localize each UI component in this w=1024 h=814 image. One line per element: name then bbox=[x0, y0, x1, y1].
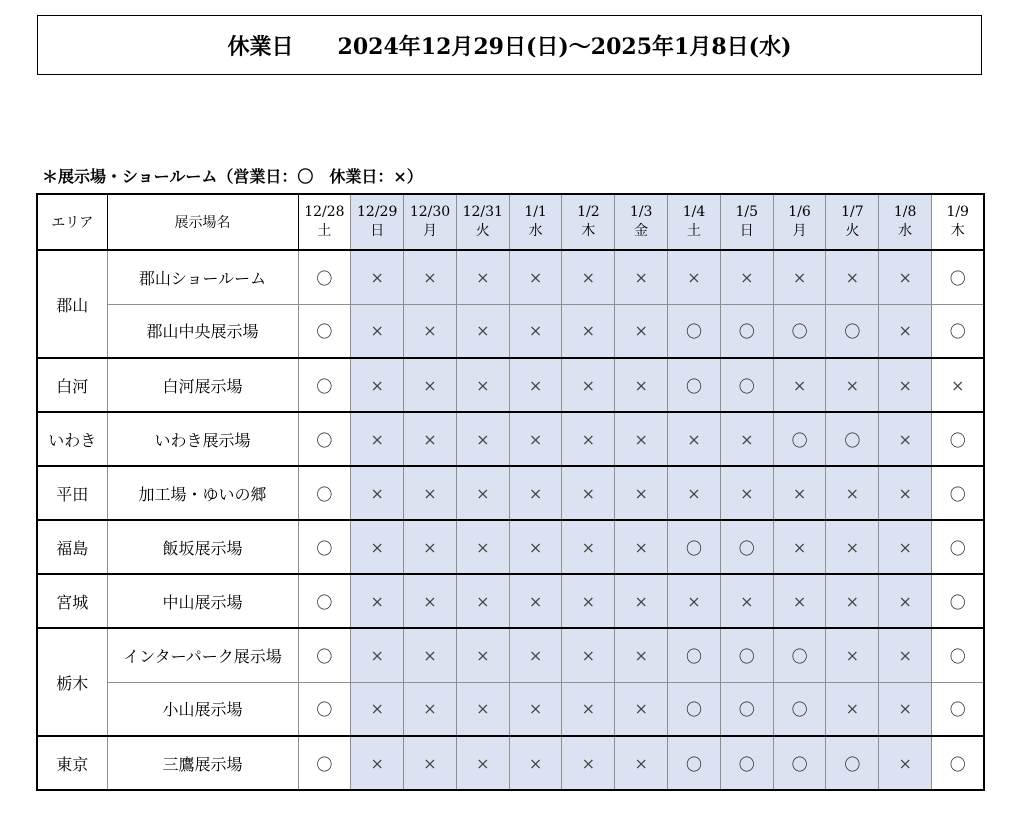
status-closed-cell: × bbox=[615, 412, 668, 466]
location-name-cell: 飯坂展示場 bbox=[107, 520, 298, 574]
status-closed-cell: × bbox=[562, 250, 615, 304]
status-closed-cell: × bbox=[456, 250, 509, 304]
header-area: エリア bbox=[37, 194, 107, 250]
status-closed-cell: × bbox=[562, 682, 615, 736]
closure-title-label: 休業日 bbox=[227, 33, 294, 60]
table-row bbox=[37, 466, 984, 520]
status-closed-cell: × bbox=[351, 520, 404, 574]
header-date-10 bbox=[826, 194, 879, 250]
status-closed-cell: × bbox=[879, 466, 932, 520]
status-closed-cell: × bbox=[932, 358, 985, 412]
legend-subtitle: ＊展示場・ショールーム（営業日：〇 休業日：×） bbox=[42, 167, 423, 186]
status-open-cell: 〇 bbox=[932, 736, 985, 790]
status-closed-cell: × bbox=[351, 304, 404, 358]
status-closed-cell: × bbox=[615, 250, 668, 304]
header-weekday-label: 日 bbox=[370, 222, 385, 239]
status-closed-cell: × bbox=[826, 520, 879, 574]
status-closed-cell: × bbox=[509, 412, 562, 466]
status-closed-cell: × bbox=[720, 466, 773, 520]
status-closed-cell: × bbox=[404, 574, 457, 628]
status-closed-cell: × bbox=[879, 574, 932, 628]
status-closed-cell: × bbox=[562, 574, 615, 628]
status-open-cell: 〇 bbox=[298, 304, 351, 358]
area-cell: 栃木 bbox=[37, 628, 107, 736]
location-name-cell: インターパーク展示場 bbox=[107, 628, 298, 682]
status-closed-cell: × bbox=[668, 574, 721, 628]
status-closed-cell: × bbox=[456, 628, 509, 682]
status-open-cell: 〇 bbox=[932, 574, 985, 628]
status-closed-cell: × bbox=[404, 682, 457, 736]
header-date-5 bbox=[562, 194, 615, 250]
status-closed-cell: × bbox=[615, 304, 668, 358]
table-row bbox=[37, 520, 984, 574]
status-open-cell: 〇 bbox=[298, 682, 351, 736]
status-open-cell: 〇 bbox=[668, 682, 721, 736]
header-date-label: 12/30 bbox=[409, 204, 451, 221]
status-closed-cell: × bbox=[773, 250, 826, 304]
status-closed-cell: × bbox=[404, 520, 457, 574]
status-closed-cell: × bbox=[668, 466, 721, 520]
status-open-cell: 〇 bbox=[932, 304, 985, 358]
location-name-cell: 郡山中央展示場 bbox=[107, 304, 298, 358]
status-closed-cell: × bbox=[404, 736, 457, 790]
header-date-7 bbox=[668, 194, 721, 250]
status-open-cell: 〇 bbox=[826, 412, 879, 466]
status-open-cell: 〇 bbox=[298, 358, 351, 412]
header-date-3 bbox=[456, 194, 509, 250]
status-closed-cell: × bbox=[351, 466, 404, 520]
header-date-label: 1/9 bbox=[946, 204, 969, 221]
location-name-cell: 三鷹展示場 bbox=[107, 736, 298, 790]
status-open-cell: 〇 bbox=[298, 520, 351, 574]
status-closed-cell: × bbox=[404, 628, 457, 682]
status-open-cell: 〇 bbox=[668, 358, 721, 412]
header-date-label: 1/4 bbox=[682, 204, 706, 221]
table-row bbox=[37, 412, 984, 466]
status-closed-cell: × bbox=[562, 304, 615, 358]
status-open-cell: 〇 bbox=[720, 736, 773, 790]
table-row bbox=[37, 574, 984, 628]
header-weekday-label: 金 bbox=[634, 222, 649, 239]
status-open-cell: 〇 bbox=[720, 520, 773, 574]
status-closed-cell: × bbox=[404, 412, 457, 466]
status-closed-cell: × bbox=[615, 520, 668, 574]
header-date-label: 1/3 bbox=[629, 204, 653, 221]
status-closed-cell: × bbox=[404, 466, 457, 520]
area-cell: 福島 bbox=[37, 520, 107, 574]
area-cell: 平田 bbox=[37, 466, 107, 520]
status-open-cell: 〇 bbox=[932, 412, 985, 466]
status-closed-cell: × bbox=[562, 412, 615, 466]
status-open-cell: 〇 bbox=[773, 304, 826, 358]
header-date-9 bbox=[773, 194, 826, 250]
status-closed-cell: × bbox=[773, 574, 826, 628]
table-row bbox=[37, 358, 984, 412]
status-closed-cell: × bbox=[351, 682, 404, 736]
status-closed-cell: × bbox=[509, 520, 562, 574]
header-date-label: 12/28 bbox=[304, 204, 345, 221]
status-closed-cell: × bbox=[456, 520, 509, 574]
status-open-cell: 〇 bbox=[720, 628, 773, 682]
status-closed-cell: × bbox=[879, 304, 932, 358]
table-row bbox=[37, 682, 984, 736]
status-open-cell: 〇 bbox=[932, 466, 985, 520]
status-closed-cell: × bbox=[879, 736, 932, 790]
header-date-label: 1/2 bbox=[577, 204, 600, 221]
header-date-1 bbox=[351, 194, 404, 250]
table-row bbox=[37, 628, 984, 682]
status-closed-cell: × bbox=[456, 412, 509, 466]
status-closed-cell: × bbox=[773, 358, 826, 412]
status-open-cell: 〇 bbox=[668, 628, 721, 682]
status-closed-cell: × bbox=[509, 358, 562, 412]
status-closed-cell: × bbox=[720, 412, 773, 466]
status-closed-cell: × bbox=[879, 412, 932, 466]
status-open-cell: 〇 bbox=[932, 520, 985, 574]
status-open-cell: 〇 bbox=[298, 736, 351, 790]
area-cell: 白河 bbox=[37, 358, 107, 412]
status-closed-cell: × bbox=[826, 682, 879, 736]
status-closed-cell: × bbox=[562, 628, 615, 682]
status-closed-cell: × bbox=[562, 358, 615, 412]
status-closed-cell: × bbox=[773, 520, 826, 574]
header-weekday-label: 水 bbox=[898, 222, 913, 239]
header-date-label: 1/7 bbox=[841, 204, 864, 221]
status-closed-cell: × bbox=[456, 358, 509, 412]
location-name-cell: いわき展示場 bbox=[107, 412, 298, 466]
header-date-11 bbox=[879, 194, 932, 250]
table-row bbox=[37, 250, 984, 304]
header-date-label: 1/8 bbox=[893, 204, 917, 221]
header-date-0 bbox=[298, 194, 351, 250]
status-closed-cell: × bbox=[615, 628, 668, 682]
header-location-name: 展示場名 bbox=[107, 194, 298, 250]
status-closed-cell: × bbox=[509, 304, 562, 358]
header-weekday-label: 月 bbox=[792, 222, 807, 239]
area-cell: いわき bbox=[37, 412, 107, 466]
status-closed-cell: × bbox=[351, 736, 404, 790]
header-weekday-label: 火 bbox=[845, 222, 860, 239]
status-closed-cell: × bbox=[879, 250, 932, 304]
status-open-cell: 〇 bbox=[298, 628, 351, 682]
status-closed-cell: × bbox=[456, 466, 509, 520]
status-closed-cell: × bbox=[668, 250, 721, 304]
header-weekday-label: 木 bbox=[581, 222, 596, 239]
header-weekday-label: 土 bbox=[317, 222, 332, 239]
status-open-cell: 〇 bbox=[298, 412, 351, 466]
holiday-schedule-table bbox=[36, 193, 985, 791]
table-header-row bbox=[37, 194, 984, 250]
status-closed-cell: × bbox=[509, 736, 562, 790]
status-closed-cell: × bbox=[879, 682, 932, 736]
status-open-cell: 〇 bbox=[668, 520, 721, 574]
status-closed-cell: × bbox=[826, 574, 879, 628]
status-closed-cell: × bbox=[615, 682, 668, 736]
header-weekday-label: 火 bbox=[475, 222, 490, 239]
status-open-cell: 〇 bbox=[773, 736, 826, 790]
status-closed-cell: × bbox=[404, 358, 457, 412]
header-weekday-label: 日 bbox=[739, 222, 754, 239]
status-closed-cell: × bbox=[509, 574, 562, 628]
status-open-cell: 〇 bbox=[826, 304, 879, 358]
status-open-cell: 〇 bbox=[773, 412, 826, 466]
area-cell: 東京 bbox=[37, 736, 107, 790]
status-open-cell: 〇 bbox=[720, 304, 773, 358]
header-weekday-label: 木 bbox=[950, 222, 965, 239]
status-closed-cell: × bbox=[826, 250, 879, 304]
status-closed-cell: × bbox=[562, 520, 615, 574]
header-weekday-label: 月 bbox=[422, 222, 437, 239]
status-closed-cell: × bbox=[826, 358, 879, 412]
status-closed-cell: × bbox=[615, 574, 668, 628]
status-open-cell: 〇 bbox=[720, 358, 773, 412]
status-closed-cell: × bbox=[668, 412, 721, 466]
status-closed-cell: × bbox=[509, 628, 562, 682]
status-closed-cell: × bbox=[879, 358, 932, 412]
location-name-cell: 郡山ショールーム bbox=[107, 250, 298, 304]
table-row bbox=[37, 736, 984, 790]
header-date-label: 1/6 bbox=[788, 204, 811, 221]
status-closed-cell: × bbox=[404, 250, 457, 304]
status-open-cell: 〇 bbox=[932, 250, 985, 304]
status-closed-cell: × bbox=[509, 466, 562, 520]
status-open-cell: 〇 bbox=[668, 736, 721, 790]
status-open-cell: 〇 bbox=[298, 250, 351, 304]
status-closed-cell: × bbox=[351, 358, 404, 412]
table-body bbox=[37, 250, 984, 790]
status-open-cell: 〇 bbox=[826, 736, 879, 790]
status-open-cell: 〇 bbox=[932, 682, 985, 736]
status-closed-cell: × bbox=[351, 412, 404, 466]
header-date-label: 1/5 bbox=[735, 204, 759, 221]
header-weekday-label: 水 bbox=[528, 222, 543, 239]
area-cell: 宮城 bbox=[37, 574, 107, 628]
status-closed-cell: × bbox=[615, 466, 668, 520]
status-closed-cell: × bbox=[456, 574, 509, 628]
status-open-cell: 〇 bbox=[773, 628, 826, 682]
status-closed-cell: × bbox=[456, 304, 509, 358]
location-name-cell: 小山展示場 bbox=[107, 682, 298, 736]
header-date-label: 12/31 bbox=[462, 204, 503, 221]
status-closed-cell: × bbox=[509, 682, 562, 736]
status-closed-cell: × bbox=[773, 466, 826, 520]
status-closed-cell: × bbox=[562, 736, 615, 790]
header-weekday-label: 土 bbox=[686, 222, 701, 239]
area-cell: 郡山 bbox=[37, 250, 107, 358]
status-open-cell: 〇 bbox=[773, 682, 826, 736]
status-closed-cell: × bbox=[456, 682, 509, 736]
status-open-cell: 〇 bbox=[298, 466, 351, 520]
header-date-12 bbox=[932, 194, 985, 250]
closure-title-box bbox=[37, 15, 982, 75]
status-closed-cell: × bbox=[562, 466, 615, 520]
status-closed-cell: × bbox=[826, 628, 879, 682]
location-name-cell: 加工場・ゆいの郷 bbox=[107, 466, 298, 520]
status-open-cell: 〇 bbox=[668, 304, 721, 358]
table-row bbox=[37, 304, 984, 358]
status-closed-cell: × bbox=[720, 574, 773, 628]
header-date-4 bbox=[509, 194, 562, 250]
status-open-cell: 〇 bbox=[932, 628, 985, 682]
header-date-label: 1/1 bbox=[524, 204, 547, 221]
header-date-6 bbox=[615, 194, 668, 250]
status-closed-cell: × bbox=[720, 250, 773, 304]
location-name-cell: 中山展示場 bbox=[107, 574, 298, 628]
header-date-8 bbox=[720, 194, 773, 250]
status-closed-cell: × bbox=[456, 736, 509, 790]
status-closed-cell: × bbox=[509, 250, 562, 304]
status-open-cell: 〇 bbox=[298, 574, 351, 628]
closure-period: 2024年12月29日(日)～2025年1月8日(水) bbox=[337, 33, 792, 60]
status-closed-cell: × bbox=[615, 736, 668, 790]
status-closed-cell: × bbox=[351, 628, 404, 682]
status-closed-cell: × bbox=[879, 628, 932, 682]
status-closed-cell: × bbox=[879, 520, 932, 574]
location-name-cell: 白河展示場 bbox=[107, 358, 298, 412]
status-closed-cell: × bbox=[351, 574, 404, 628]
status-open-cell: 〇 bbox=[720, 682, 773, 736]
header-date-label: 12/29 bbox=[357, 204, 398, 221]
status-closed-cell: × bbox=[351, 250, 404, 304]
status-closed-cell: × bbox=[826, 466, 879, 520]
header-date-2 bbox=[404, 194, 457, 250]
status-closed-cell: × bbox=[404, 304, 457, 358]
status-closed-cell: × bbox=[615, 358, 668, 412]
